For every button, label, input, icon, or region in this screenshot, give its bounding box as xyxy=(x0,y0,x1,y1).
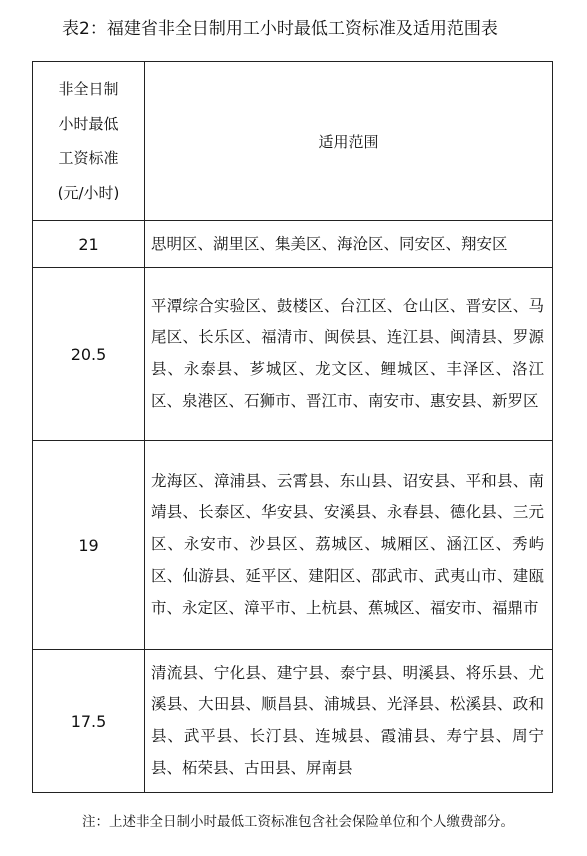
scope-text: 思明区、湖里区、集美区、海沧区、同安区、翔安区 xyxy=(145,221,553,268)
footnote: 注：上述非全日制小时最低工资标准包含社会保险单位和个人缴费部分。 xyxy=(82,814,514,830)
wage-value: 17.5 xyxy=(33,650,145,793)
header-row xyxy=(33,62,553,221)
header-scope: 适用范围 xyxy=(145,62,553,221)
scope-text: 龙海区、漳浦县、云霄县、东山县、诏安县、平和县、南靖县、长泰区、华安县、安溪县、永春县、德化县、三元区、永安市、沙县区、荔城区、城厢区、涵江区、秀屿区、仙游县、延平区、建阳区、邵武市、武夷山市、建瓯市、永定区、漳平市、上杭县、蕉城区、福安市、福鼎市 xyxy=(145,441,553,650)
wage-value: 20.5 xyxy=(33,268,145,441)
wage-value: 21 xyxy=(33,221,145,268)
scope-text: 平潭综合实验区、鼓楼区、台江区、仓山区、晋安区、马尾区、长乐区、福清市、闽侯县、连江县、闽清县、罗源县、永泰县、芗城区、龙文区、鲤城区、丰泽区、洛江区、泉港区、石狮市、晋江市、南安市、惠安县、新罗区 xyxy=(145,268,553,441)
header-wage-line: (元/小时) xyxy=(57,183,120,202)
header-wage-standard xyxy=(33,62,145,221)
scope-text: 清流县、宁化县、建宁县、泰宁县、明溪县、将乐县、尤溪县、大田县、顺昌县、浦城县、光泽县、松溪县、政和县、武平县、长汀县、连城县、霞浦县、寿宁县、周宁县、柘荣县、古田县、屏南县 xyxy=(145,650,553,793)
minimum-wage-table xyxy=(32,61,553,793)
header-wage-line: 小时最低 xyxy=(58,114,119,133)
header-wage-line: 工资标准 xyxy=(58,149,119,167)
table-row xyxy=(33,268,553,441)
table-row xyxy=(33,650,553,793)
table-title: 表2：福建省非全日制用工小时最低工资标准及适用范围表 xyxy=(62,19,498,39)
table-row xyxy=(33,441,553,650)
header-wage-line: 非全日制 xyxy=(58,80,119,98)
table-row xyxy=(33,221,553,268)
wage-value: 19 xyxy=(33,441,145,650)
